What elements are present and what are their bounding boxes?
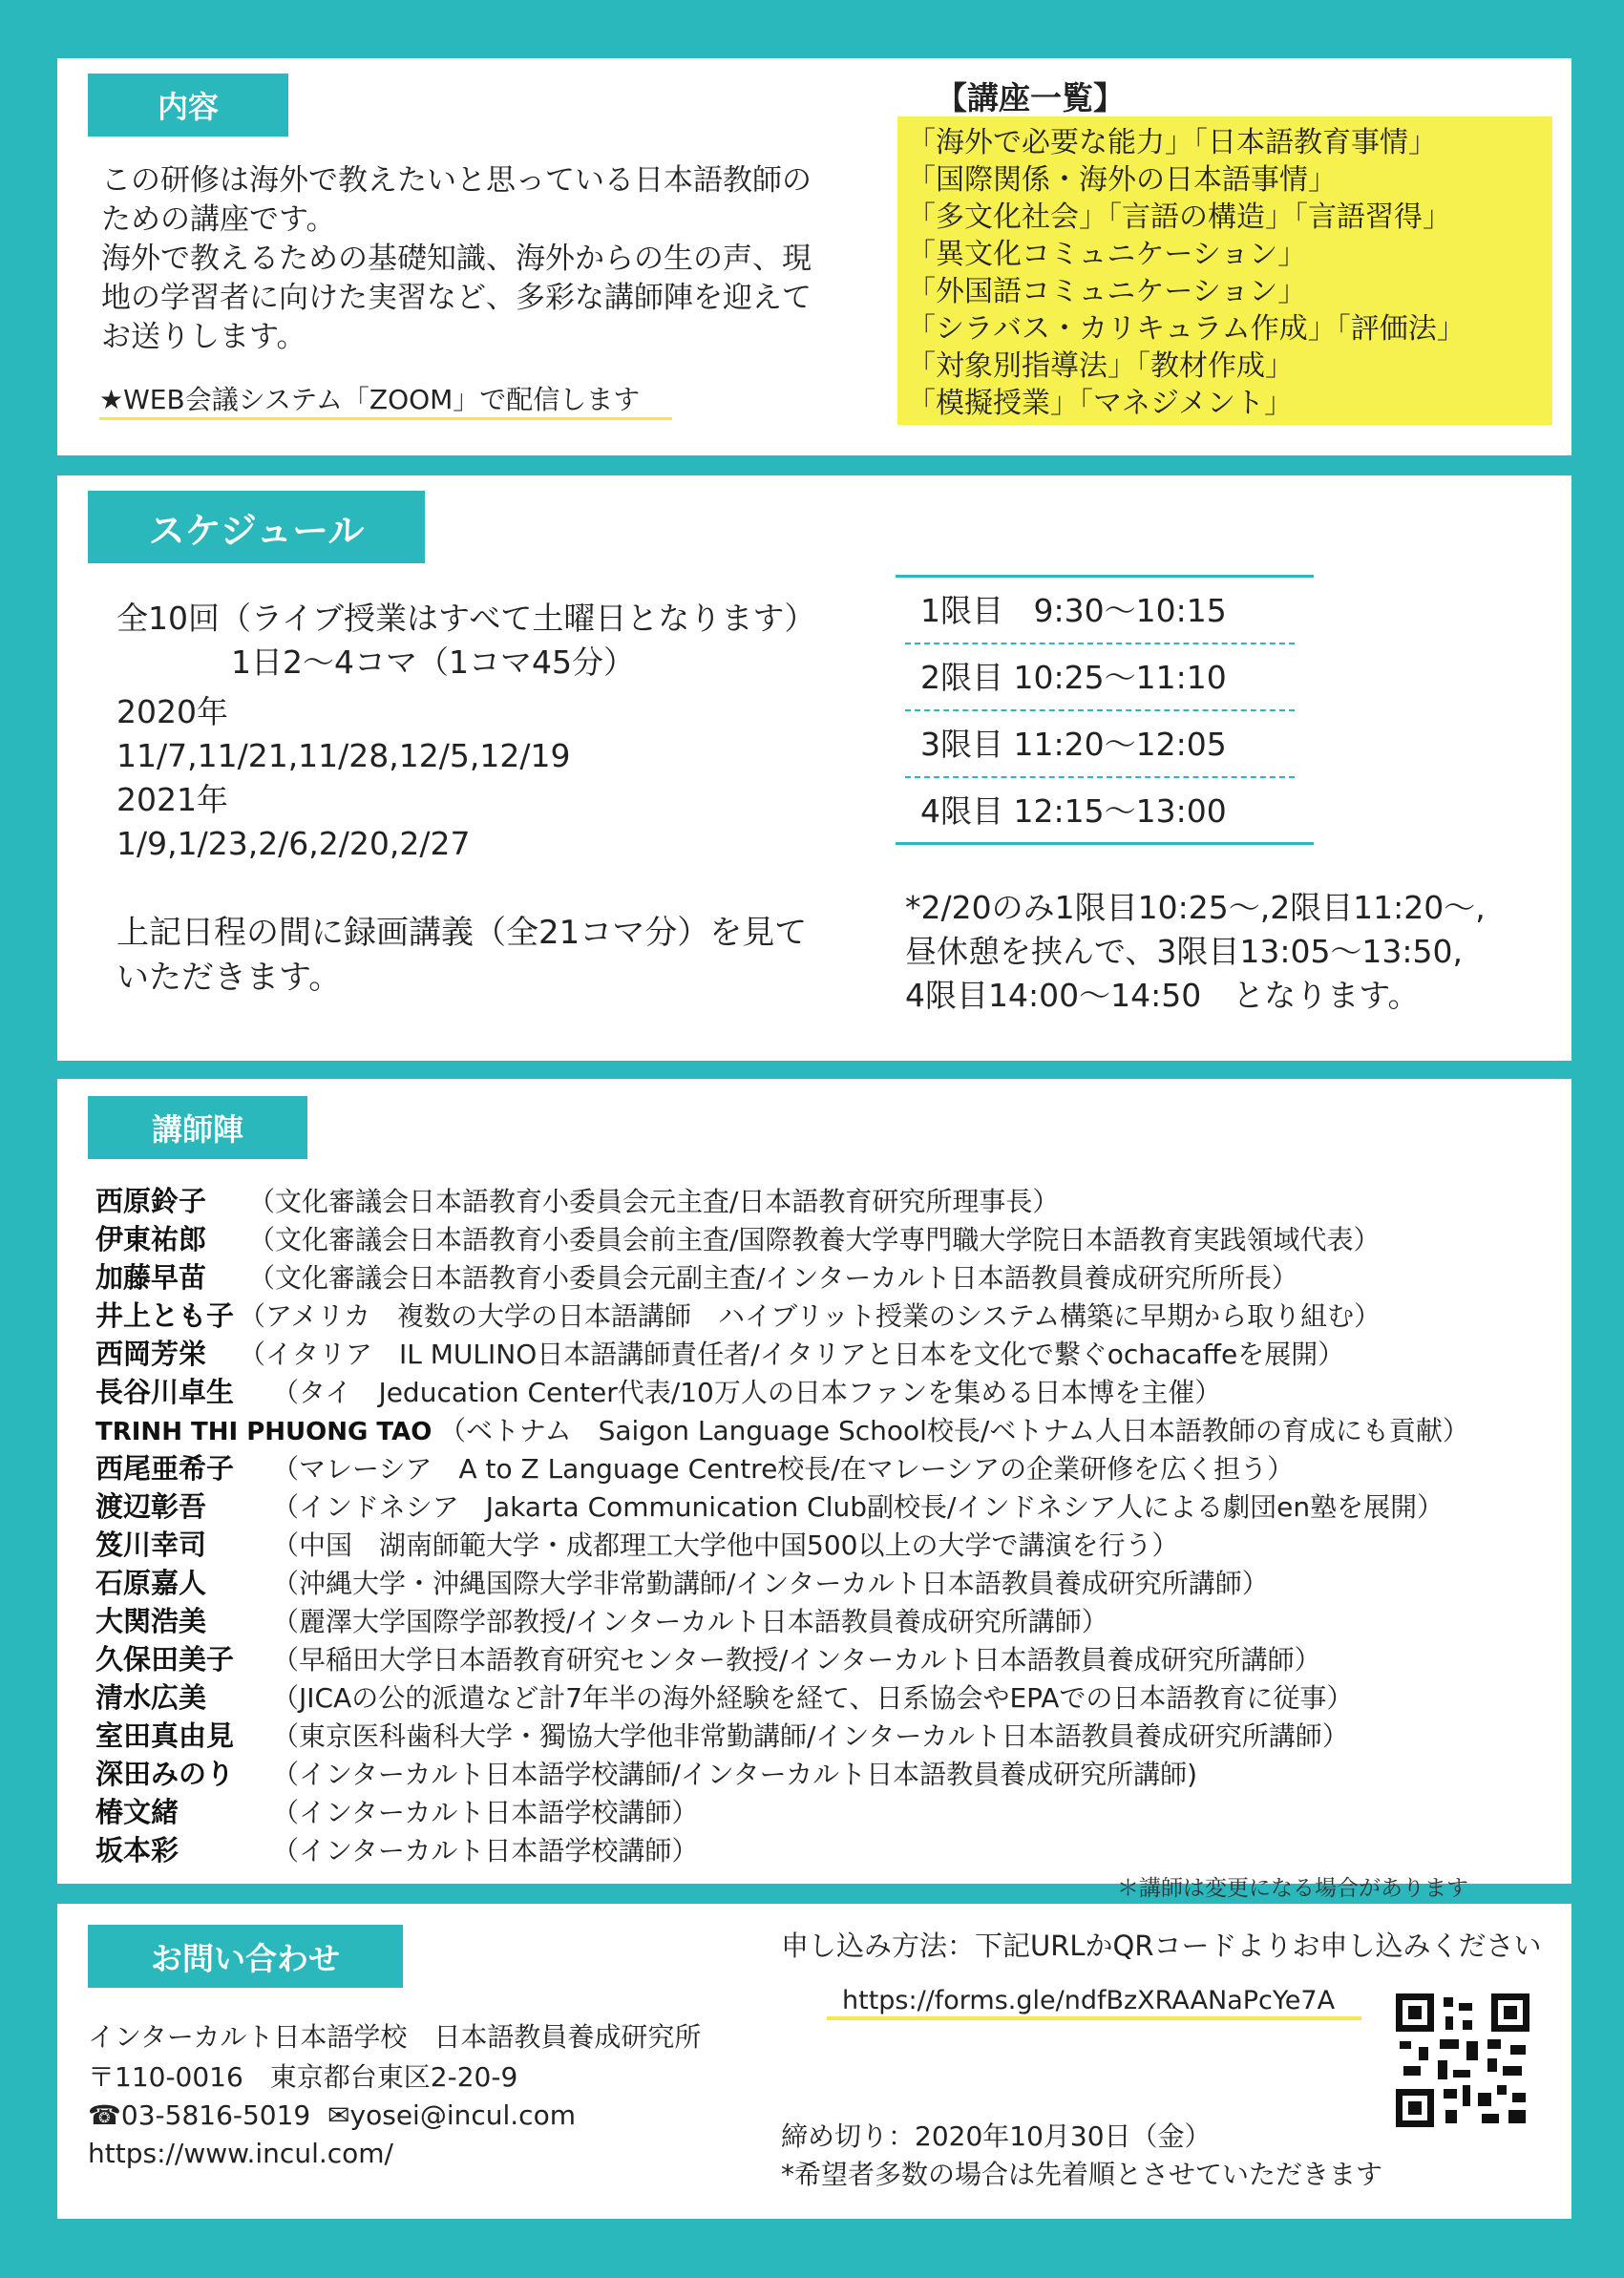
apply-url-underline [827,2016,1361,2020]
lecturer-row [95,1411,1469,1449]
first-come-note: *希望者多数の場合は先着順とさせていただきます [781,2159,1383,2190]
content-description: この研修は海外で教えたいと思っている日本語教師の ための講座です。 海外で教えるための基礎知識、海外からの生の声、現 地の学習者に向けた実習など、多彩な講師陣を迎えて お送りします。 [101,163,812,354]
lecturer-name: 久保田美子 [95,1643,235,1676]
content-panel [57,58,1571,455]
qr-code-icon[interactable] [1396,1993,1529,2127]
period-label: 3限目 [920,726,1003,763]
period-label: 2限目 [920,659,1003,696]
lecturer-row [95,1564,1269,1602]
period-row [896,578,1314,644]
lecturer-name: 深田みのり [95,1758,235,1790]
lecturer-name: 室田真由見 [95,1719,235,1752]
course-item: 「多文化社会」「言語の構造」「言語習得」 [907,200,1451,234]
lecturer-desc: （インターカルト日本語学校講師） [272,1797,699,1828]
lecturer-desc: （インドネシア Jakarta Communication Club副校長/インドネシア人による劇団en塾を展開） [272,1491,1445,1523]
course-item: 「海外で必要な能力」「日本語教育事情」 [907,126,1437,159]
lecturer-row [95,1640,1321,1678]
lecturer-name: 大関浩美 [95,1605,207,1637]
contact-org: インターカルト日本語学校 日本語教員養成研究所 [88,2021,702,2053]
period-row [896,711,1314,778]
lecturer-desc: （文化審議会日本語教育小委員会前主査/国際教養大学専門職大学院日本語教育実践領域代表） [248,1224,1381,1255]
lecturer-desc: （文化審議会日本語教育小委員会元主査/日本語教育研究所理事長） [248,1186,1060,1217]
schedule-per-day: 1日2～4コマ（1コマ45分） [231,643,635,681]
period-time: 9:30～10:15 [1033,592,1227,629]
contact-phone-mail [88,2097,576,2135]
lecturer-name: 石原嘉人 [95,1567,207,1599]
lecturer-row [95,1678,1353,1717]
period-time: 11:20～12:05 [1013,726,1227,763]
lecturer-row [95,1755,1197,1793]
lecturer-desc: （JICAの公的派遣など計7年半の海外経験を経て、日系協会やEPAでの日本語教育に従事） [272,1682,1354,1714]
course-item: 「国際関係・海外の日本語事情」 [907,163,1337,197]
course-item: 「異文化コミュニケーション」 [907,238,1307,271]
lecturer-name: 西原鈴子 [95,1185,207,1217]
contact-email[interactable]: yosei@incul.com [349,2099,576,2131]
contact-tab: お問い合わせ [88,1925,403,1988]
lecturer-name: 笈川幸司 [95,1529,207,1561]
schedule-panel [57,475,1571,1061]
lecturer-row [95,1602,1108,1640]
lecturer-desc: （早稲田大学日本語教育研究センター教授/インターカルト日本語教員養成研究所講師） [272,1644,1321,1676]
lecturer-name: TRINH THI PHUONG TAO [95,1418,432,1446]
lecturer-row [95,1258,1298,1297]
lecturer-name: 伊東祐郎 [95,1223,207,1255]
contact-website[interactable]: https://www.incul.com/ [88,2138,393,2169]
lecturer-desc: （麗澤大学国際学部教授/インターカルト日本語教員養成研究所講師） [272,1606,1108,1637]
dates-2021: 1/9,1/23,2/6,2/20,2/27 [116,825,471,862]
lecturer-name: 坂本彩 [95,1834,179,1867]
course-item: 「シラバス・カリキュラム作成」「評価法」 [907,312,1466,346]
course-item: 「模擬授業」「マネジメント」 [907,387,1294,420]
lecturer-desc: （文化審議会日本語教育小委員会元副主査/インターカルト日本語教員養成研究所所長） [248,1262,1298,1294]
lecturer-name: 渡辺彰吾 [95,1490,207,1523]
lecturer-desc: （沖縄大学・沖縄国際大学非常勤講師/インターカルト日本語教員養成研究所講師） [272,1568,1269,1599]
lecturer-row [95,1373,1221,1411]
course-item: 「外国語コミュニケーション」 [907,275,1307,308]
contact-phone: 03-5816-5019 [120,2099,311,2131]
period-time: 10:25～11:10 [1013,659,1227,696]
lecturer-row [95,1831,698,1869]
deadline: 締め切り：2020年10月30日（金） [781,2120,1212,2152]
course-list [897,116,1552,425]
schedule-summary: 全10回（ライブ授業はすべて土曜日となります） [116,600,816,637]
apply-url[interactable]: https://forms.gle/ndfBzXRAANaPcYe7A [842,1986,1336,2015]
lecturer-change-note: ＊講師は変更になる場合があります [1117,1876,1468,1901]
lecturer-desc: （中国 湖南師範大学・成都理工大学他中国500以上の大学で講演を行う） [272,1529,1179,1561]
period-time: 12:15～13:00 [1013,792,1227,830]
period-row [896,778,1314,845]
apply-title: 申し込み方法：下記URLかQRコードよりお申し込みください [781,1930,1542,1962]
lecturer-desc: （東京医科歯科大学・獨協大学他非常勤講師/インターカルト日本語教員養成研究所講師） [272,1720,1349,1752]
recorded-note: 上記日程の間に録画講義（全21コマ分）を見て いただきます。 [116,914,808,997]
lecturer-row [95,1449,1294,1487]
lecturer-row [95,1487,1444,1526]
zoom-note-underline [99,417,672,420]
courses-title: 【講座一覧】 [936,79,1125,116]
lecturer-desc: （イタリア IL MULINO日本語講師責任者/イタリアと日本を文化で繋ぐochacaffeを展開） [239,1339,1345,1370]
year-2021: 2021年 [116,781,228,818]
lecturer-row [95,1182,1059,1220]
mail-icon: ✉ [327,2099,350,2131]
lecturer-row [95,1526,1178,1564]
lecturer-name: 井上とも子 [95,1299,235,1332]
dates-2020: 11/7,11/21,11/28,12/5,12/19 [116,737,571,774]
period-label: 4限目 [920,792,1003,830]
phone-icon: ☎ [88,2099,121,2131]
lecturer-row [95,1335,1344,1373]
lecturer-name: 椿文緒 [95,1796,179,1828]
lecturers-tab: 講師陣 [88,1096,307,1159]
period-label: 1限目 [920,592,1003,629]
lecturer-desc: （ベトナム Saigon Language School校長/ベトナム人日本語教師の育成にも貢献） [439,1415,1469,1446]
content-tab: 内容 [88,74,288,137]
exception-note: *2/20のみ1限目10:25～,2限目11:20～, 昼休憩を挟んで、3限目13:05～13:50, 4限目14:00～14:50 となります。 [905,889,1486,1014]
lecturer-name: 西尾亜希子 [95,1452,235,1485]
lecturer-row [95,1717,1349,1755]
lecturer-desc: （タイ Jeducation Center代表/10万人の日本ファンを集める日本博を主催） [272,1377,1222,1408]
lecturer-name: 長谷川卓生 [95,1376,235,1408]
lecturer-desc: （アメリカ 複数の大学の日本語講師 ハイブリット授業のシステム構築に早期から取り組む） [239,1300,1381,1332]
zoom-note: ★WEB会議システム「ZOOM」で配信します [99,384,641,415]
lecturer-desc: （インターカルト日本語学校講師/インターカルト日本語教員養成研究所講師) [272,1759,1198,1790]
lecturer-desc: （マレーシア A to Z Language Centre校長/在マレーシアの企業研修を広く担う） [272,1453,1295,1485]
year-2020: 2020年 [116,693,228,730]
contact-address: 〒110-0016 東京都台東区2-20-9 [88,2061,518,2093]
lecturer-name: 加藤早苗 [95,1261,207,1294]
lecturer-row [95,1297,1381,1335]
lecturer-name: 西岡芳栄 [95,1338,207,1370]
period-table [896,575,1314,845]
period-row [896,644,1314,711]
lecturer-row [95,1220,1380,1258]
schedule-tab: スケジュール [88,491,425,563]
lecturer-row [95,1793,698,1831]
lecturer-desc: （インターカルト日本語学校講師） [272,1835,699,1867]
course-item: 「対象別指導法」「教材作成」 [907,349,1294,383]
lecturer-name: 清水広美 [95,1681,207,1714]
